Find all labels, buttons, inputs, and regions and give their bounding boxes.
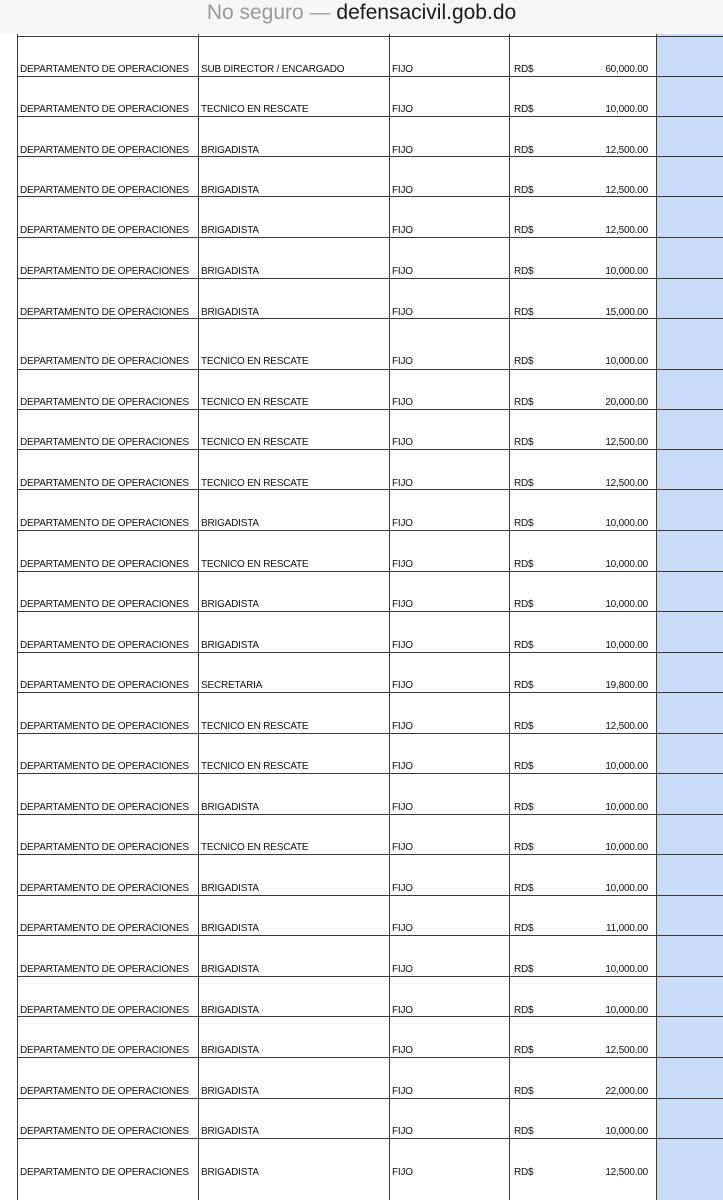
cell-department: DEPARTAMENTO DE OPERACIONES <box>20 145 189 156</box>
row-divider <box>17 1057 723 1058</box>
cell-salary: 12,500.00 <box>605 225 648 236</box>
row-divider <box>17 449 723 450</box>
cell-salary: 10,000.00 <box>605 842 648 853</box>
cell-position: BRIGADISTA <box>201 307 259 318</box>
cell-status: FIJO <box>392 721 413 732</box>
row-divider <box>17 895 723 896</box>
address-bar[interactable] <box>0 0 723 34</box>
row-divider <box>17 76 723 77</box>
cell-department: DEPARTAMENTO DE OPERACIONES <box>20 64 189 75</box>
row-divider <box>17 409 723 410</box>
cell-status: FIJO <box>392 518 413 529</box>
cell-status: FIJO <box>392 356 413 367</box>
cell-currency: RD$ <box>514 478 534 489</box>
row-divider <box>17 278 723 279</box>
cell-position: BRIGADISTA <box>201 1167 259 1178</box>
cell-salary: 10,000.00 <box>605 518 648 529</box>
cell-department: DEPARTAMENTO DE OPERACIONES <box>20 802 189 813</box>
security-label: No seguro <box>206 1 304 24</box>
row-divider <box>17 156 723 157</box>
cell-position: BRIGADISTA <box>201 1045 259 1056</box>
cell-salary: 15,000.00 <box>605 307 648 318</box>
row-divider <box>17 318 723 319</box>
cell-department: DEPARTAMENTO DE OPERACIONES <box>20 721 189 732</box>
cell-status: FIJO <box>392 964 413 975</box>
row-divider <box>17 773 723 774</box>
cell-position: BRIGADISTA <box>201 599 259 610</box>
cell-currency: RD$ <box>514 397 534 408</box>
row-divider <box>17 530 723 531</box>
cell-salary: 19,800.00 <box>605 680 648 691</box>
cell-status: FIJO <box>392 437 413 448</box>
cell-currency: RD$ <box>514 225 534 236</box>
cell-salary: 10,000.00 <box>605 964 648 975</box>
cell-salary: 22,000.00 <box>605 1086 648 1097</box>
cell-department: DEPARTAMENTO DE OPERACIONES <box>20 397 189 408</box>
cell-position: TECNICO EN RESCATE <box>201 356 309 367</box>
cell-position: BRIGADISTA <box>201 1126 259 1137</box>
cell-status: FIJO <box>392 802 413 813</box>
cell-currency: RD$ <box>514 185 534 196</box>
cell-status: FIJO <box>392 1167 413 1178</box>
cell-position: TECNICO EN RESCATE <box>201 721 309 732</box>
cell-department: DEPARTAMENTO DE OPERACIONES <box>20 356 189 367</box>
column-divider <box>509 34 510 1200</box>
row-divider <box>17 692 723 693</box>
row-divider <box>17 652 723 653</box>
row-divider <box>17 854 723 855</box>
cell-department: DEPARTAMENTO DE OPERACIONES <box>20 964 189 975</box>
cell-position: TECNICO EN RESCATE <box>201 104 309 115</box>
cell-position: BRIGADISTA <box>201 266 259 277</box>
cell-status: FIJO <box>392 923 413 934</box>
cell-salary: 20,000.00 <box>605 397 648 408</box>
cell-position: BRIGADISTA <box>201 185 259 196</box>
cell-position: BRIGADISTA <box>201 518 259 529</box>
cell-status: FIJO <box>392 185 413 196</box>
cell-salary: 10,000.00 <box>605 1126 648 1137</box>
cell-currency: RD$ <box>514 356 534 367</box>
cell-status: FIJO <box>392 559 413 570</box>
cell-salary: 10,000.00 <box>605 883 648 894</box>
cell-department: DEPARTAMENTO DE OPERACIONES <box>20 923 189 934</box>
cell-currency: RD$ <box>514 145 534 156</box>
cell-department: DEPARTAMENTO DE OPERACIONES <box>20 1086 189 1097</box>
cell-department: DEPARTAMENTO DE OPERACIONES <box>20 680 189 691</box>
cell-department: DEPARTAMENTO DE OPERACIONES <box>20 1005 189 1016</box>
cell-currency: RD$ <box>514 104 534 115</box>
cell-currency: RD$ <box>514 307 534 318</box>
address-separator: — <box>309 1 331 24</box>
cell-position: BRIGADISTA <box>201 1005 259 1016</box>
cell-position: TECNICO EN RESCATE <box>201 397 309 408</box>
cell-status: FIJO <box>392 145 413 156</box>
cell-position: BRIGADISTA <box>201 802 259 813</box>
cell-currency: RD$ <box>514 761 534 772</box>
cell-status: FIJO <box>392 225 413 236</box>
cell-salary: 12,500.00 <box>605 1045 648 1056</box>
cell-currency: RD$ <box>514 923 534 934</box>
column-divider <box>17 34 18 1200</box>
cell-salary: 10,000.00 <box>605 559 648 570</box>
cell-department: DEPARTAMENTO DE OPERACIONES <box>20 225 189 236</box>
cell-department: DEPARTAMENTO DE OPERACIONES <box>20 307 189 318</box>
row-divider <box>17 116 723 117</box>
page-domain: defensacivil.gob.do <box>336 1 517 24</box>
cell-currency: RD$ <box>514 1086 534 1097</box>
cell-status: FIJO <box>392 104 413 115</box>
cell-salary: 10,000.00 <box>605 802 648 813</box>
cell-currency: RD$ <box>514 1045 534 1056</box>
cell-department: DEPARTAMENTO DE OPERACIONES <box>20 1045 189 1056</box>
row-divider <box>17 369 723 370</box>
cell-department: DEPARTAMENTO DE OPERACIONES <box>20 518 189 529</box>
cell-status: FIJO <box>392 478 413 489</box>
row-divider <box>17 611 723 612</box>
highlighted-column <box>657 34 723 1200</box>
cell-salary: 10,000.00 <box>605 1005 648 1016</box>
cell-salary: 12,500.00 <box>605 185 648 196</box>
cell-status: FIJO <box>392 1126 413 1137</box>
cell-position: BRIGADISTA <box>201 145 259 156</box>
cell-salary: 12,500.00 <box>605 145 648 156</box>
cell-position: BRIGADISTA <box>201 225 259 236</box>
cell-position: BRIGADISTA <box>201 883 259 894</box>
cell-department: DEPARTAMENTO DE OPERACIONES <box>20 640 189 651</box>
cell-currency: RD$ <box>514 599 534 610</box>
cell-salary: 10,000.00 <box>605 266 648 277</box>
cell-department: DEPARTAMENTO DE OPERACIONES <box>20 559 189 570</box>
cell-department: DEPARTAMENTO DE OPERACIONES <box>20 478 189 489</box>
cell-position: BRIGADISTA <box>201 964 259 975</box>
cell-department: DEPARTAMENTO DE OPERACIONES <box>20 842 189 853</box>
cell-department: DEPARTAMENTO DE OPERACIONES <box>20 104 189 115</box>
cell-salary: 10,000.00 <box>605 104 648 115</box>
cell-position: TECNICO EN RESCATE <box>201 478 309 489</box>
cell-salary: 10,000.00 <box>605 356 648 367</box>
cell-status: FIJO <box>392 842 413 853</box>
cell-salary: 60,000.00 <box>605 64 648 75</box>
cell-salary: 12,500.00 <box>605 437 648 448</box>
cell-position: SUB DIRECTOR / ENCARGADO <box>201 64 345 75</box>
row-divider <box>17 36 723 37</box>
cell-salary: 10,000.00 <box>605 599 648 610</box>
cell-position: TECNICO EN RESCATE <box>201 761 309 772</box>
cell-position: TECNICO EN RESCATE <box>201 842 309 853</box>
column-divider <box>656 34 657 1200</box>
cell-currency: RD$ <box>514 964 534 975</box>
cell-currency: RD$ <box>514 1005 534 1016</box>
cell-status: FIJO <box>392 599 413 610</box>
cell-department: DEPARTAMENTO DE OPERACIONES <box>20 1126 189 1137</box>
payroll-table <box>0 34 723 1200</box>
cell-currency: RD$ <box>514 437 534 448</box>
cell-position: TECNICO EN RESCATE <box>201 559 309 570</box>
cell-status: FIJO <box>392 761 413 772</box>
cell-currency: RD$ <box>514 266 534 277</box>
cell-position: BRIGADISTA <box>201 923 259 934</box>
row-divider <box>17 733 723 734</box>
cell-salary: 11,000.00 <box>606 923 648 934</box>
cell-currency: RD$ <box>514 559 534 570</box>
cell-currency: RD$ <box>514 883 534 894</box>
cell-currency: RD$ <box>514 1167 534 1178</box>
cell-currency: RD$ <box>514 64 534 75</box>
cell-status: FIJO <box>392 64 413 75</box>
cell-salary: 12,500.00 <box>605 1167 648 1178</box>
cell-status: FIJO <box>392 1005 413 1016</box>
cell-currency: RD$ <box>514 842 534 853</box>
cell-position: TECNICO EN RESCATE <box>201 437 309 448</box>
cell-status: FIJO <box>392 1086 413 1097</box>
cell-status: FIJO <box>392 266 413 277</box>
cell-salary: 10,000.00 <box>605 640 648 651</box>
cell-status: FIJO <box>392 640 413 651</box>
cell-currency: RD$ <box>514 1126 534 1137</box>
row-divider <box>17 976 723 977</box>
cell-status: FIJO <box>392 1045 413 1056</box>
row-divider <box>17 489 723 490</box>
column-divider <box>389 34 390 1200</box>
cell-department: DEPARTAMENTO DE OPERACIONES <box>20 599 189 610</box>
row-divider <box>17 237 723 238</box>
column-divider <box>198 34 199 1200</box>
row-divider <box>17 1138 723 1139</box>
cell-salary: 10,000.00 <box>605 761 648 772</box>
cell-currency: RD$ <box>514 640 534 651</box>
cell-currency: RD$ <box>514 721 534 732</box>
cell-department: DEPARTAMENTO DE OPERACIONES <box>20 266 189 277</box>
cell-currency: RD$ <box>514 518 534 529</box>
row-divider <box>17 814 723 815</box>
cell-currency: RD$ <box>514 680 534 691</box>
cell-currency: RD$ <box>514 802 534 813</box>
cell-status: FIJO <box>392 883 413 894</box>
cell-department: DEPARTAMENTO DE OPERACIONES <box>20 437 189 448</box>
cell-department: DEPARTAMENTO DE OPERACIONES <box>20 761 189 772</box>
cell-salary: 12,500.00 <box>605 721 648 732</box>
row-divider <box>17 196 723 197</box>
cell-department: DEPARTAMENTO DE OPERACIONES <box>20 185 189 196</box>
cell-position: BRIGADISTA <box>201 1086 259 1097</box>
cell-department: DEPARTAMENTO DE OPERACIONES <box>20 1167 189 1178</box>
cell-status: FIJO <box>392 307 413 318</box>
row-divider <box>17 1016 723 1017</box>
cell-department: DEPARTAMENTO DE OPERACIONES <box>20 883 189 894</box>
row-divider <box>17 935 723 936</box>
cell-position: SECRETARIA <box>201 680 263 691</box>
cell-salary: 12,500.00 <box>605 478 648 489</box>
cell-status: FIJO <box>392 397 413 408</box>
row-divider <box>17 571 723 572</box>
row-divider <box>17 1098 723 1099</box>
cell-status: FIJO <box>392 680 413 691</box>
cell-position: BRIGADISTA <box>201 640 259 651</box>
